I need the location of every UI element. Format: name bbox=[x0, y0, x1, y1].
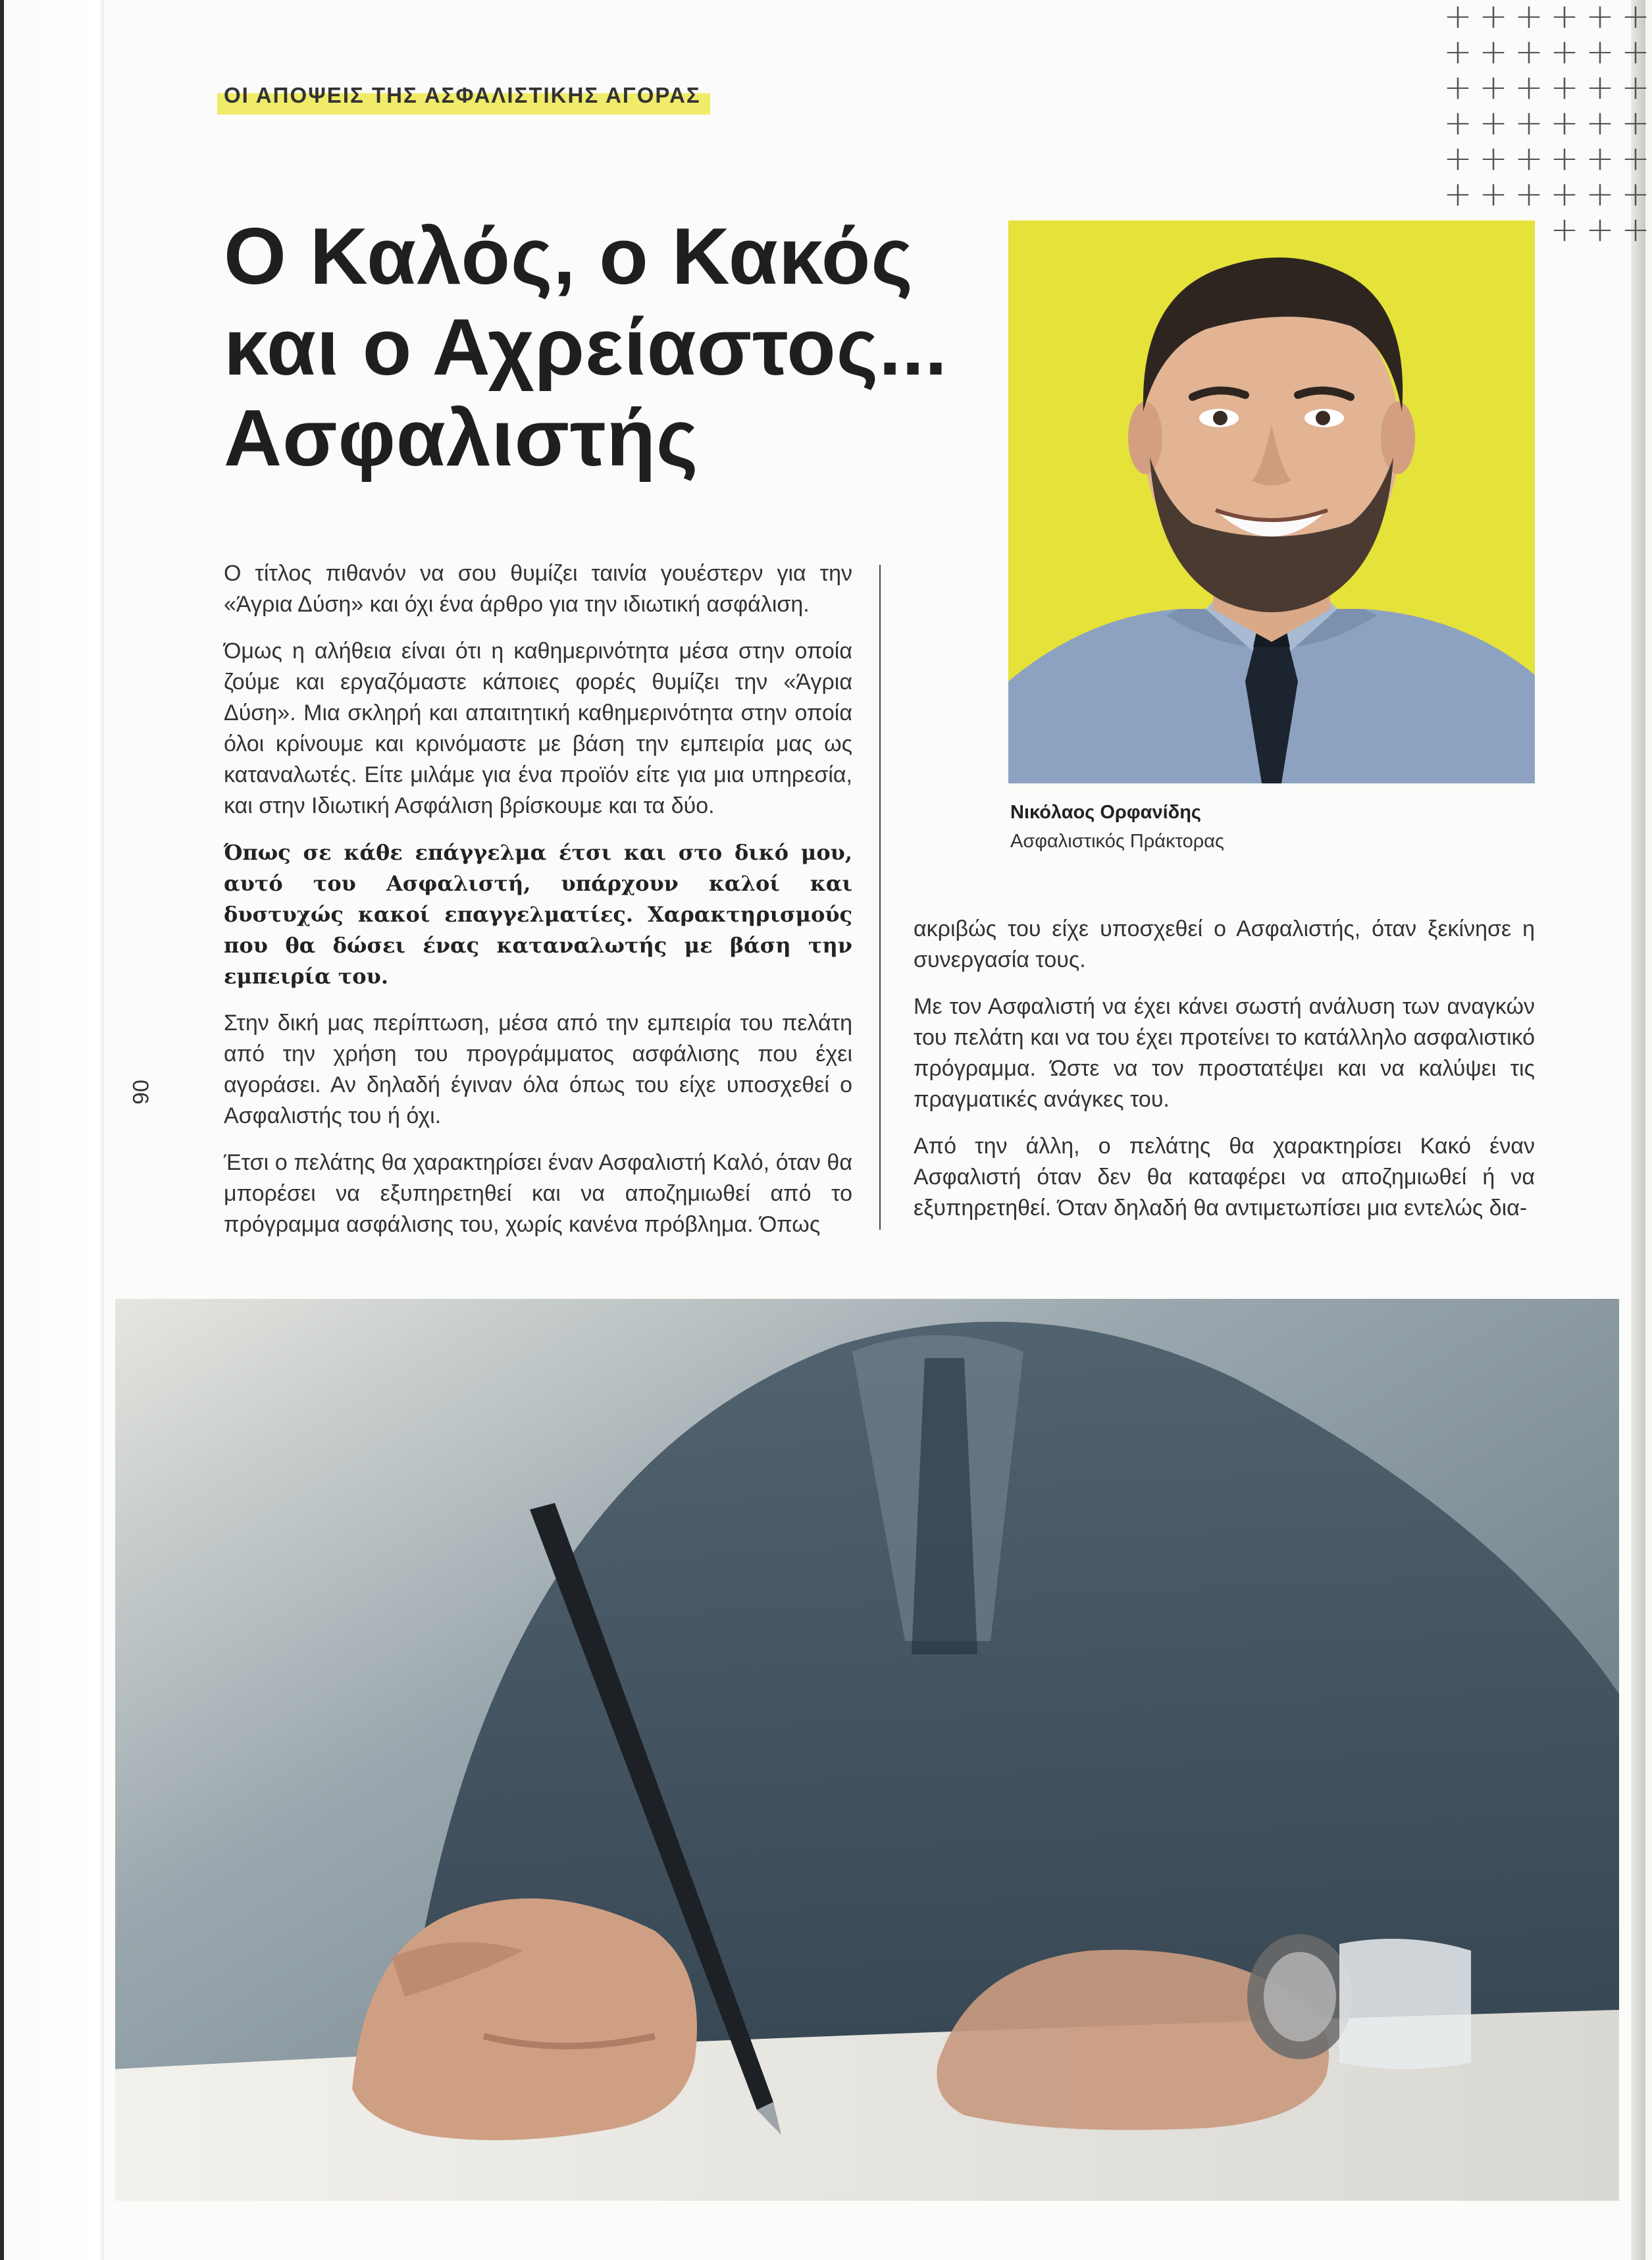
smiling-man-portrait-icon bbox=[1008, 221, 1535, 783]
plus-icon: + bbox=[1621, 103, 1650, 143]
plus-icon: + bbox=[1514, 0, 1543, 36]
paragraph: Με τον Ασφαλιστή να έχει κάνει σωστή ανάλυση των αναγκών του πελάτη και να του έχει προτείνει το κατάλληλο ασφαλιστικό πρόγραμμα. Ώστε να τον προστατέψει και να καλύψει τις πραγματικές ανάγκες του. bbox=[914, 994, 1535, 1112]
plus-icon: + bbox=[1514, 32, 1543, 72]
plus-icon: + bbox=[1443, 0, 1472, 36]
caption-name: Νικόλαος Ορφανίδης bbox=[1010, 802, 1202, 823]
paragraph: ακριβώς του είχε υποσχεθεί ο Ασφαλιστής, όταν ξεκίνησε η συνεργασία τους. bbox=[914, 916, 1535, 972]
hand-writing-with-pen-icon bbox=[115, 1299, 1619, 2201]
plus-icon: + bbox=[1479, 0, 1508, 36]
article-right-column bbox=[914, 914, 1535, 1240]
plus-icon: + bbox=[1586, 103, 1614, 143]
paragraph: Όμως η αλήθεια είναι ότι η καθημερινότητα μέσα στην οποία ζούμε και εργαζόμαστε κάποιες φορές θυμίζει την «Άγρια Δύση». Μια σκληρή και απαιτητική καθημερινότητα στην οποία όλοι κρίνουμε και κρινόμαστε με βάση την εμπειρία μας ως καταναλωτές. Είτε μιλάμε για ένα προϊόν είτε για μια υπηρεσία, και στην Ιδιωτική Ασφάλιση βρίσκουμε και τα δύο. bbox=[224, 639, 852, 818]
plus-icon: + bbox=[1443, 32, 1472, 72]
plus-icon: + bbox=[1443, 174, 1472, 214]
plus-icon: + bbox=[1479, 103, 1508, 143]
paragraph: Στην δική μας περίπτωση, μέσα από την εμπειρία του πελάτη από την χρήση του προγράμματος ασφάλισης που έχει αγοράσει. Αν δηλαδή έγιναν όλα όπως του είχε υποσχεθεί ο Ασφαλιστής του ή όχι. bbox=[224, 1011, 852, 1128]
plus-icon: + bbox=[1621, 174, 1650, 214]
plus-icon: + bbox=[1586, 174, 1614, 214]
plus-icon: + bbox=[1479, 32, 1508, 72]
plus-icon: + bbox=[1586, 210, 1614, 250]
caption-role: Ασφαλιστικός Πράκτορας bbox=[1010, 831, 1224, 852]
plus-icon: + bbox=[1550, 103, 1579, 143]
bottom-photo bbox=[115, 1299, 1619, 2201]
plus-icon: + bbox=[1479, 139, 1508, 178]
article-left-column bbox=[224, 558, 852, 1256]
plus-icon: + bbox=[1479, 174, 1508, 214]
plus-icon: + bbox=[1550, 139, 1579, 178]
plus-icon: + bbox=[1550, 210, 1579, 250]
plus-icon: + bbox=[1479, 68, 1508, 107]
plus-icon: + bbox=[1586, 32, 1614, 72]
paragraph: Έτσι ο πελάτης θα χαρακτηρίσει έναν Ασφαλιστή Καλό, όταν θα μπορέσει να εξυπηρετηθεί και να αποζημιωθεί από το πρόγραμμα ασφάλισης του, χωρίς κανένα πρόβλημα. Όπως bbox=[224, 1150, 852, 1237]
headline-line-2: και ο Αχρείαστος... bbox=[224, 302, 948, 392]
plus-icon: + bbox=[1621, 0, 1650, 36]
plus-icon: + bbox=[1621, 210, 1650, 250]
plus-icon: + bbox=[1586, 139, 1614, 178]
plus-icon: + bbox=[1550, 68, 1579, 107]
plus-icon: + bbox=[1621, 139, 1650, 178]
plus-icon: + bbox=[1621, 68, 1650, 107]
portrait-photo bbox=[1008, 221, 1535, 783]
page-number: 06 bbox=[128, 1080, 153, 1105]
headline-line-1: Ο Καλός, ο Κακός bbox=[224, 211, 914, 301]
plus-icon: + bbox=[1621, 32, 1650, 72]
plus-icon: + bbox=[1514, 68, 1543, 107]
plus-icon: + bbox=[1514, 103, 1543, 143]
bold-paragraph: Όπως σε κάθε επάγγελμα έτσι και στο δικό μου, αυτό του Ασφαλιστή, υπάρχουν καλοί και δυστυχώς κακοί επαγγελματίες. Χαρακτηρισμούς που θα δώσει ένας καταναλωτής με βάση την εμπειρία του. bbox=[224, 840, 852, 989]
plus-icon: + bbox=[1586, 0, 1614, 36]
section-label: ΟΙ ΑΠΟΨΕΙΣ ΤΗΣ ΑΣΦΑΛΙΣΤΙΚΗΣ ΑΓΟΡΑΣ bbox=[217, 78, 710, 115]
column-divider bbox=[879, 565, 881, 1230]
plus-icon: + bbox=[1514, 174, 1543, 214]
page-edge-right bbox=[1631, 0, 1645, 2260]
paragraph: Από την άλλη, ο πελάτης θα χαρακτηρίσει Κακό έναν Ασφαλιστή όταν δεν θα καταφέρει να αποζημιωθεί ή να εξυπηρετηθεί. Όταν δηλαδή θα αντιμετωπίσει μια εντελώς δια- bbox=[914, 1134, 1535, 1221]
plus-icon: + bbox=[1443, 139, 1472, 178]
plus-icon: + bbox=[1586, 68, 1614, 107]
headline bbox=[224, 211, 1014, 483]
page-edge-left bbox=[0, 0, 104, 2260]
plus-icon: + bbox=[1550, 0, 1579, 36]
plus-grid-pattern-icon bbox=[1441, 0, 1650, 250]
headline-line-3: Ασφαλιστής bbox=[224, 393, 699, 483]
plus-icon: + bbox=[1550, 32, 1579, 72]
plus-icon: + bbox=[1550, 174, 1579, 214]
plus-icon: + bbox=[1443, 68, 1472, 107]
plus-icon: + bbox=[1514, 139, 1543, 178]
plus-icon: + bbox=[1443, 103, 1472, 143]
paragraph: Ο τίτλος πιθανόν να σου θυμίζει ταινία γουέστερν για την «Άγρια Δύση» και όχι ένα άρθρο για την ιδιωτική ασφάλιση. bbox=[224, 561, 852, 617]
